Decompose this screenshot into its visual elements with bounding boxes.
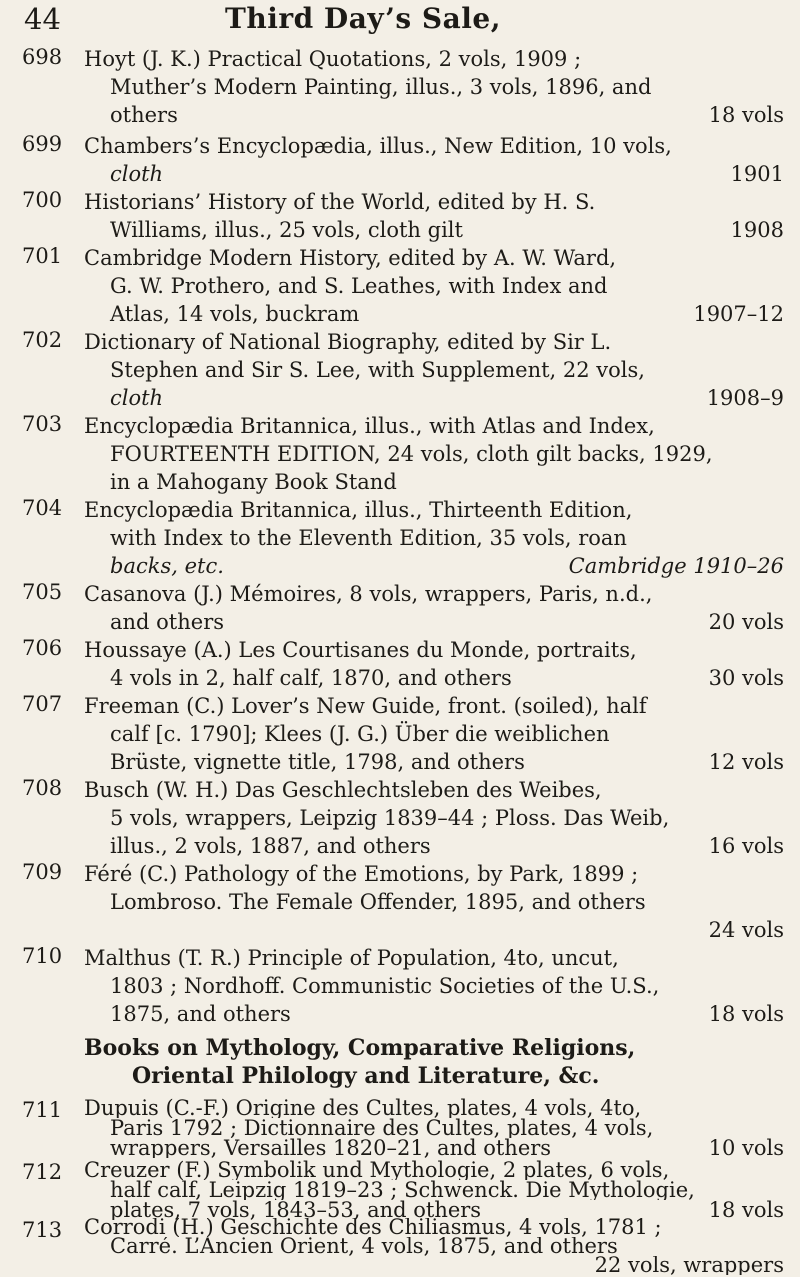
lot-number: 705	[22, 580, 63, 604]
lot-line	[84, 552, 784, 580]
lot-line: Chambers’s Encyclopædia, illus., New Edition, 10 vols,	[84, 134, 672, 158]
lot-line	[84, 664, 784, 692]
lot-description	[84, 1098, 784, 1158]
lot-line: Encyclopædia Britannica, illus., with Atlas and Index,	[84, 414, 655, 438]
lot-description	[84, 328, 784, 412]
lot-line	[84, 216, 784, 244]
lot-line: 1803 ; Nordhoff. Communistic Societies of the U.S.,	[110, 974, 660, 998]
lot-line-text: plates, 7 vols, 1843–53, and others	[110, 1200, 482, 1220]
lot-line: Malthus (T. R.) Principle of Population, 4to, uncut,	[84, 946, 619, 970]
lot-line: Casanova (J.) Mémoires, 8 vols, wrappers, Paris, n.d.,	[84, 582, 653, 606]
lot-line-text: Brüste, vignette title, 1798, and others	[110, 750, 525, 774]
lot-quantity: 12 vols	[708, 750, 784, 774]
lot-number: 713	[22, 1218, 63, 1242]
lot-number: 699	[22, 132, 63, 156]
lot-line	[84, 608, 784, 636]
lot-line	[84, 101, 784, 129]
lot-line: FOURTEENTH EDITION, 24 vols, cloth gilt backs, 1929,	[110, 442, 713, 466]
lot-line: Hoyt (J. K.) Practical Quotations, 2 vols, 1909 ;	[84, 47, 582, 71]
running-title: Third Day’s Sale,	[225, 2, 501, 35]
lot-line: Carré. L’Ancien Orient, 4 vols, 1875, and others	[110, 1237, 618, 1256]
lot-number: 698	[22, 45, 63, 69]
lot-number: 710	[22, 944, 63, 968]
lot-line: 5 vols, wrappers, Leipzig 1839–44 ; Ploss. Das Weib,	[110, 806, 670, 830]
section-heading	[84, 1034, 764, 1090]
lot-quantity: 10 vols	[708, 1138, 784, 1158]
lot-description	[84, 860, 784, 944]
lot-description	[84, 45, 784, 129]
lot-line	[84, 1000, 784, 1028]
section-heading-line: Oriental Philology and Literature, &c.	[132, 1063, 600, 1089]
lot-line: Houssaye (A.) Les Courtisanes du Monde, portraits,	[84, 638, 637, 662]
lot-date: 1907–12	[693, 302, 784, 326]
lot-imprint: Cambridge 1910–26	[568, 554, 784, 578]
lot-line: Paris 1792 ; Dictionnaire des Cultes, plates, 4 vols,	[110, 1118, 654, 1138]
lot-quantity: 30 vols	[708, 666, 784, 690]
lot-description	[84, 244, 784, 328]
lot-quantity: 22 vols, wrappers	[594, 1256, 784, 1275]
lot-description	[84, 776, 784, 860]
lot-quantity: 16 vols	[708, 834, 784, 858]
lot-number: 701	[22, 244, 63, 268]
lot-line: Creuzer (F.) Symbolik und Mythologie, 2 plates, 6 vols,	[84, 1160, 670, 1180]
lot-number: 704	[22, 496, 63, 520]
lot-line: G. W. Prothero, and S. Leathes, with Index and	[110, 274, 608, 298]
lot-number: 711	[22, 1098, 63, 1122]
lot-quantity: 24 vols	[708, 918, 784, 942]
lot-description	[84, 188, 784, 244]
lot-line: Busch (W. H.) Das Geschlechtsleben des Weibes,	[84, 778, 602, 802]
lot-line-text: backs, etc.	[110, 554, 224, 578]
lot-line	[84, 160, 784, 188]
lot-number: 709	[22, 860, 63, 884]
lot-quantity: 18 vols	[708, 103, 784, 127]
lot-description	[84, 1218, 784, 1275]
lot-line: Encyclopædia Britannica, illus., Thirteenth Edition,	[84, 498, 633, 522]
lot-line-text: others	[110, 103, 178, 127]
page-number: 44	[24, 2, 61, 36]
lot-line-text: 1875, and others	[110, 1002, 291, 1026]
lot-line-text: 4 vols in 2, half calf, 1870, and others	[110, 666, 512, 690]
lot-description	[84, 580, 784, 636]
lot-number: 708	[22, 776, 63, 800]
lot-line: half calf, Leipzig 1819–23 ; Schwenck. Die Mythologie,	[110, 1180, 695, 1200]
lot-line-text: cloth	[110, 162, 164, 186]
lot-description	[84, 1160, 784, 1220]
lot-line	[84, 300, 784, 328]
lot-line: with Index to the Eleventh Edition, 35 vols, roan	[110, 526, 627, 550]
lot-line-text: cloth	[110, 386, 164, 410]
lot-line	[84, 1200, 784, 1220]
lot-line: Dupuis (C.-F.) Origine des Cultes, plates, 4 vols, 4to,	[84, 1098, 642, 1118]
lot-date: 1901	[730, 162, 784, 186]
lot-line: Stephen and Sir S. Lee, with Supplement, 22 vols,	[110, 358, 645, 382]
lot-line: Corrodi (H.) Geschichte des Chiliasmus, 4 vols, 1781 ;	[84, 1218, 662, 1237]
lot-number: 707	[22, 692, 63, 716]
lot-line-text: wrappers, Versailles 1820–21, and others	[110, 1138, 552, 1158]
lot-number: 703	[22, 412, 63, 436]
section-heading-line: Books on Mythology, Comparative Religions,	[84, 1035, 636, 1061]
lot-line: Historians’ History of the World, edited by H. S.	[84, 190, 596, 214]
lot-line-text: illus., 2 vols, 1887, and others	[110, 834, 431, 858]
lot-line-text: and others	[110, 610, 225, 634]
lot-quantity: 20 vols	[708, 610, 784, 634]
lot-line: calf [c. 1790]; Klees (J. G.) Über die weiblichen	[110, 722, 610, 746]
lot-date: 1908–9	[706, 386, 784, 410]
lot-line: Muther’s Modern Painting, illus., 3 vols, 1896, and	[110, 75, 652, 99]
lot-description	[84, 132, 784, 188]
lot-line-text: Williams, illus., 25 vols, cloth gilt	[110, 218, 463, 242]
lot-description	[84, 412, 784, 496]
lot-description	[84, 636, 784, 692]
lot-description	[84, 944, 784, 1028]
lot-line	[84, 832, 784, 860]
lot-line: Féré (C.) Pathology of the Emotions, by Park, 1899 ;	[84, 862, 639, 886]
lot-line: Freeman (C.) Lover’s New Guide, front. (soiled), half	[84, 694, 647, 718]
lot-line	[84, 748, 784, 776]
lot-line: Dictionary of National Biography, edited by Sir L.	[84, 330, 612, 354]
lot-line-text: Atlas, 14 vols, buckram	[110, 302, 360, 326]
lot-description	[84, 496, 784, 580]
lot-line: Cambridge Modern History, edited by A. W. Ward,	[84, 246, 617, 270]
lot-date: 1908	[730, 218, 784, 242]
lot-number: 706	[22, 636, 63, 660]
lot-line	[84, 1138, 784, 1158]
lot-quantity: 18 vols	[708, 1002, 784, 1026]
lot-number: 702	[22, 328, 63, 352]
lot-line	[84, 384, 784, 412]
lot-quantity: 18 vols	[708, 1200, 784, 1220]
lot-line: Lombroso. The Female Offender, 1895, and others	[110, 890, 646, 914]
lot-line: in a Mahogany Book Stand	[110, 470, 397, 494]
lot-number: 700	[22, 188, 63, 212]
lot-number: 712	[22, 1160, 63, 1184]
lot-description	[84, 692, 784, 776]
